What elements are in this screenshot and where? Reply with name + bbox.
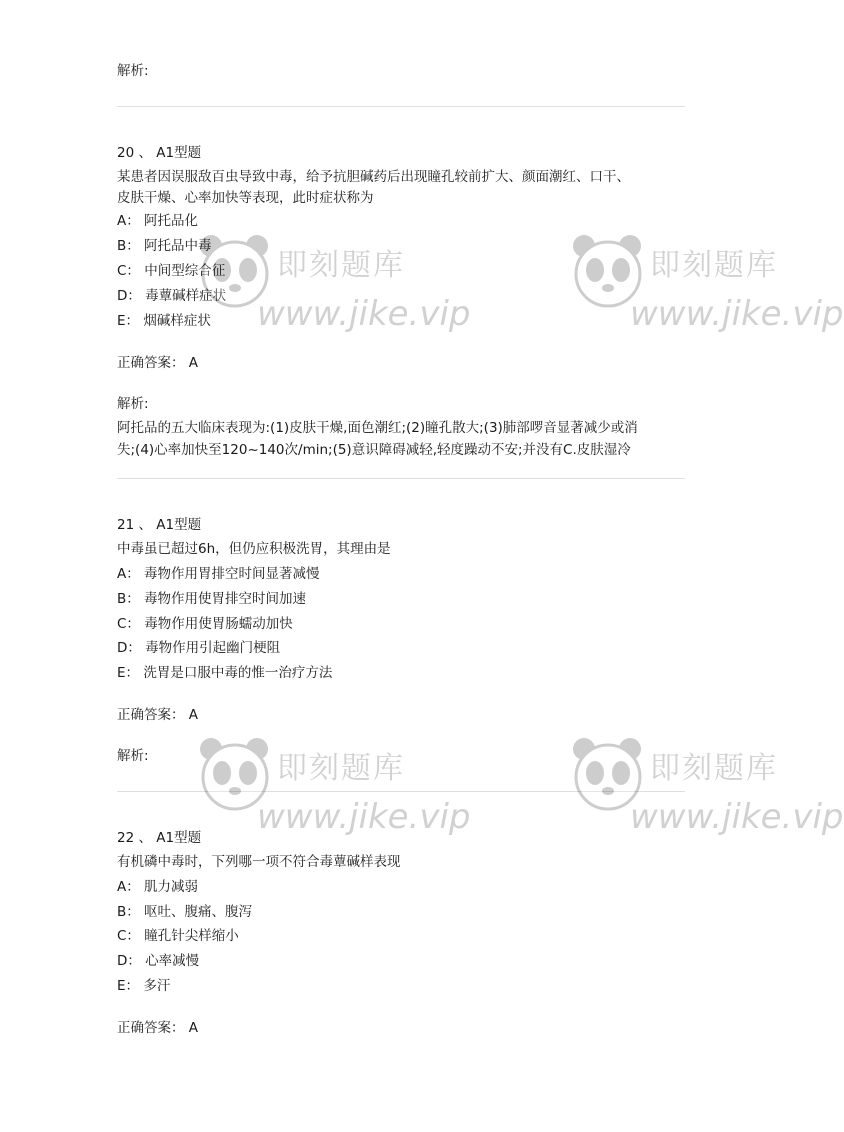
watermark xyxy=(195,232,471,372)
correct-answer: 正确答案： A xyxy=(117,1020,199,1036)
option-d: D： 毒物作用引起幽门梗阻 xyxy=(117,640,281,656)
option-b: B： 呕吐、腹痛、腹泻 xyxy=(117,904,253,920)
panda-icon xyxy=(195,735,275,815)
question-stem: 皮肤干燥、心率加快等表现，此时症状称为 xyxy=(117,190,374,206)
watermark-url: www.jike.vip xyxy=(257,294,471,334)
option-c: C： 瞳孔针尖样缩小 xyxy=(117,928,239,944)
watermark-brand: 即刻题库 xyxy=(277,751,405,786)
analysis-label: 解析: xyxy=(117,63,149,79)
option-b: B： 阿托品中毒 xyxy=(117,238,212,254)
question-stem: 有机磷中毒时，下列哪一项不符合毒蕈碱样表现 xyxy=(117,854,401,870)
option-a: A： 阿托品化 xyxy=(117,213,199,229)
watermark-url: www.jike.vip xyxy=(257,797,471,837)
analysis-text: 失;(4)心率加快至120~140次/min;(5)意识障碍减轻,轻度躁动不安;并没有C.皮肤湿冷 xyxy=(117,442,631,458)
divider xyxy=(117,791,685,792)
question-stem: 某患者因误服敌百虫导致中毒，给予抗胆碱药后出现瞳孔较前扩大、颜面潮红、口干、 xyxy=(117,169,630,185)
panda-icon xyxy=(568,735,648,815)
analysis-label: 解析: xyxy=(117,748,149,764)
option-d: D： 心率减慢 xyxy=(117,953,200,969)
watermark-url: www.jike.vip xyxy=(630,797,844,837)
option-a: A： 肌力减弱 xyxy=(117,879,199,895)
divider xyxy=(117,106,685,107)
analysis-text: 阿托品的五大临床表现为:(1)皮肤干燥,面色潮红;(2)瞳孔散大;(3)肺部啰音显著减少或消 xyxy=(117,420,638,436)
divider xyxy=(117,478,685,479)
panda-icon xyxy=(568,232,648,312)
option-e: E： 烟碱样症状 xyxy=(117,313,211,329)
question-header: 20 、 A1型题 xyxy=(117,145,202,161)
option-e: E： 多汗 xyxy=(117,978,171,994)
option-d: D： 毒蕈碱样症状 xyxy=(117,288,227,304)
watermark xyxy=(568,735,844,875)
option-c: C： 中间型综合征 xyxy=(117,263,226,279)
watermark-brand: 即刻题库 xyxy=(277,248,405,283)
analysis-label: 解析: xyxy=(117,396,149,412)
option-c: C： 毒物作用使胃肠蠕动加快 xyxy=(117,616,293,632)
question-stem: 中毒虽已超过6h，但仍应积极洗胃，其理由是 xyxy=(117,541,391,557)
watermark-brand: 即刻题库 xyxy=(650,248,778,283)
question-header: 22 、 A1型题 xyxy=(117,830,202,846)
watermark-brand: 即刻题库 xyxy=(650,751,778,786)
watermark-url: www.jike.vip xyxy=(630,294,844,334)
question-header: 21 、 A1型题 xyxy=(117,517,202,533)
option-b: B： 毒物作用使胃排空时间加速 xyxy=(117,591,307,607)
correct-answer: 正确答案： A xyxy=(117,707,199,723)
correct-answer: 正确答案： A xyxy=(117,355,199,371)
option-a: A： 毒物作用胃排空时间显著减慢 xyxy=(117,566,320,582)
option-e: E： 洗胃是口服中毒的惟一治疗方法 xyxy=(117,665,333,681)
watermark xyxy=(568,232,844,372)
